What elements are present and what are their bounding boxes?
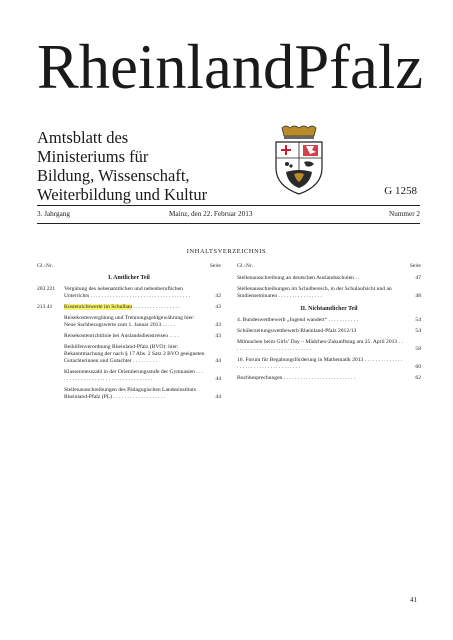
issue-number: Nummer 2	[389, 210, 420, 218]
entry-page: 43	[215, 322, 221, 328]
entry-title: Reisekostenrichtlinie bei Auslandsdienstreisen . . . .	[64, 333, 180, 339]
toc-entry[interactable]	[37, 333, 221, 340]
entry-page: 58	[415, 346, 421, 352]
entry-page: 44	[215, 394, 221, 400]
entry-title: Beihilfenverordnung Rheinland-Pfalz (BVO): hier: Bekanntmachung der nach § 17 Abs. 2 Satz 2 BVO geeigneten Gutachterinnen und Gutachter . . . . . . . . .	[64, 344, 205, 364]
toc-entry[interactable]	[37, 286, 221, 300]
toc-entry[interactable]	[237, 339, 421, 353]
column-header-gl: Gl.-Nr.	[237, 263, 253, 269]
toc-entry[interactable]	[37, 315, 221, 329]
toc-entry[interactable]	[37, 387, 221, 401]
entry-title: Klassenmesszahl in der Orientierungsstufe der Gymnasien . . . . . . . . . . . . . . . . . . . . . . . . . . . . . . . . . . .	[64, 369, 204, 382]
toc-entry[interactable]	[237, 328, 421, 335]
entry-title: Buchbesprechungen . . . . . . . . . . . . . . . . . . . . . . . . . .	[237, 375, 356, 381]
toc-entry-highlighted[interactable]	[37, 304, 221, 311]
entry-page: 43	[215, 333, 221, 339]
entry-page: 48	[415, 293, 421, 299]
bottom-rule	[37, 223, 420, 224]
toc-entry[interactable]	[237, 275, 421, 282]
entry-title-wrap	[64, 304, 205, 311]
entry-title: Schülerzeitungswettbewerb Rheinland-Pfalz 2012/13	[237, 328, 357, 334]
toc-entry[interactable]	[37, 369, 221, 383]
column-header	[237, 263, 421, 275]
place-date: Mainz, den 22. Februar 2013	[169, 210, 253, 218]
entry-page: 54	[415, 328, 421, 334]
entry-title: Mitmachen beim Girls’ Day – Mädchen-Zukunftstag am 25. April 2013 . . . . . . . . . . . . . . . . . . . . . . . . . . . . .	[237, 339, 403, 352]
ministry-line: Weiterbildung und Kultur	[37, 185, 208, 204]
ministry-line: Amtsblatt des	[37, 128, 129, 147]
column-header-seite: Seite	[209, 263, 221, 269]
toc-left-column	[37, 263, 221, 405]
column-header-seite: Seite	[409, 263, 421, 269]
entry-title: Vergütung des nebenamtlichen und nebenberuflichen Unterrichts . . . . . . . . . . . . . . . . . . . . . . . . . . . . . . . . . . . .	[64, 286, 190, 299]
entry-title: Reisekostenvergütung und Trennungsgeldgewährung hier: Neue Sachbezugswerte zum 1. Januar 2013 . . . . .	[64, 315, 195, 328]
entry-id: 203 221	[37, 286, 56, 292]
issue-meta	[37, 210, 420, 222]
entry-page: 47	[415, 275, 421, 281]
page-number: 41	[410, 596, 417, 604]
entry-page: 44	[215, 376, 221, 382]
column-header	[37, 263, 221, 275]
toc-title: INHALTSVERZEICHNIS	[186, 248, 267, 255]
section-heading: I. Amtlicher Teil	[108, 275, 150, 281]
jahrgang: 3. Jahrgang	[37, 210, 71, 218]
toc-entry[interactable]	[237, 286, 421, 300]
entry-page: 42	[215, 293, 221, 299]
column-header-gl: Gl.-Nr.	[37, 263, 53, 269]
top-rule	[37, 205, 420, 206]
entry-page: 60	[415, 364, 421, 370]
entry-title: Stellenausschreibungen im Schulbereich, in der Schulaufsicht und an Studienseminaren . . . . . . . . . . . . . . . .	[237, 286, 392, 299]
masthead	[37, 36, 427, 108]
issue-code: G 1258	[384, 185, 417, 197]
section-heading: II. Nichtamtlicher Teil	[300, 306, 358, 312]
entry-page: 43	[215, 304, 221, 310]
toc-entry[interactable]	[37, 344, 221, 365]
entry-page: 62	[415, 375, 421, 381]
ministry-line: Ministeriums für	[37, 147, 149, 166]
entry-leader: . . . . . . . . . . . . . . . . .	[132, 304, 180, 310]
entry-page: 44	[215, 358, 221, 364]
toc-entry[interactable]	[237, 357, 421, 371]
toc-entry[interactable]	[237, 317, 421, 324]
ministry-title	[37, 128, 207, 204]
highlight-marker: Kostenrichtwerte im Schulbau	[64, 304, 133, 310]
entry-title: 16. Forum für Begabungsförderung in Mathematik 2013 . . . . . . . . . . . . . . . . . . . . . . . . . . . . . . . . . . . . .	[237, 357, 403, 370]
ministry-line: Bildung, Wissenschaft,	[37, 166, 190, 185]
entry-page: 54	[415, 317, 421, 323]
entry-title: Stellenausschreibungen des Pädagogischen Landesinstituts Rheinland-Pfalz (PL) . . . . . . . . . . . . . . . . . . .	[64, 387, 196, 400]
coat-of-arms-icon	[270, 124, 328, 196]
toc-right-column	[237, 263, 421, 386]
masthead-wordmark	[37, 36, 427, 108]
entry-id: 213 41	[37, 304, 53, 310]
entry-title: Stellenausschreibung an deutschen Auslandsschulen . .	[237, 275, 360, 281]
toc-entry[interactable]	[237, 375, 421, 382]
entry-title: 4. Bundeswettbewerb „Jugend wandert“ . . . . . . . . . . .	[237, 317, 358, 323]
masthead-title: RheinlandPfalz	[37, 36, 423, 102]
